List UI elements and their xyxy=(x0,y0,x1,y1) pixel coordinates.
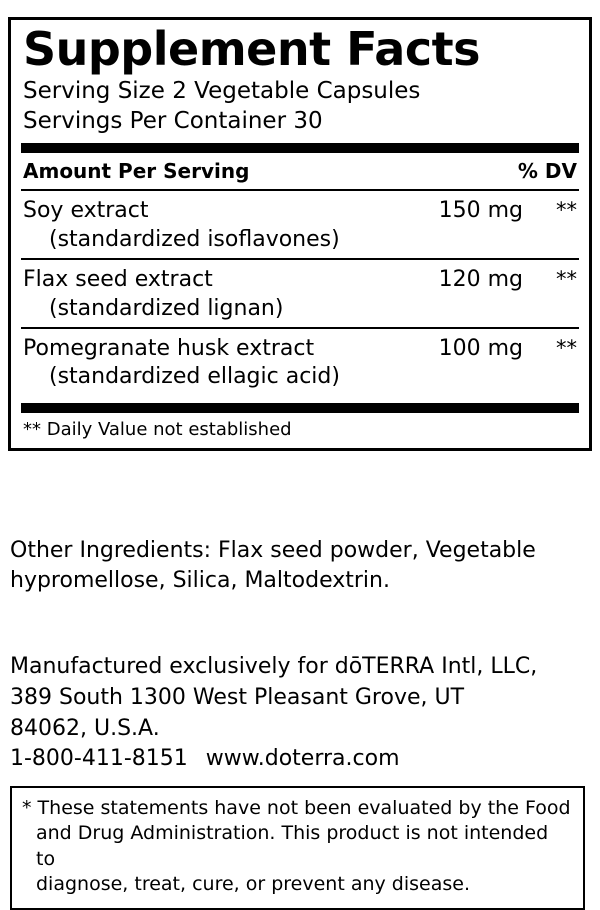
nutrient-name: Flax seed extract xyxy=(23,267,213,293)
nutrient-daily-value: ** xyxy=(556,336,577,361)
nutrient-name: Soy extract xyxy=(23,198,149,224)
nutrient-daily-value: ** xyxy=(556,267,577,292)
divider-thick-top xyxy=(21,143,579,153)
nutrient-row xyxy=(21,260,579,327)
other-ingredients-line-2: hypromellose, Silica, Maltodextrin. xyxy=(10,568,390,594)
contact-line xyxy=(10,744,590,775)
disclaimer-line-1: * These statements have not been evaluated by the Food xyxy=(22,797,571,819)
servings-per-container-line: Servings Per Container 30 xyxy=(23,108,323,135)
disclaimer-line-2: and Drug Administration. This product is not intended to xyxy=(36,822,549,870)
amount-per-serving-header-row xyxy=(21,153,579,189)
manufacturer-block xyxy=(10,652,590,775)
supplement-facts-panel xyxy=(8,17,592,451)
nutrient-name: Pomegranate husk extract xyxy=(23,336,315,362)
manufacturer-line-2: 389 South 1300 West Pleasant Grove, UT xyxy=(10,684,465,710)
manufacturer-line-3: 84062, U.S.A. xyxy=(10,715,160,741)
nutrient-subtext: (standardized ellagic acid) xyxy=(49,364,340,390)
nutrient-row xyxy=(21,329,579,396)
amount-per-serving-label: Amount Per Serving xyxy=(23,159,250,184)
nutrient-amount: 120 mg xyxy=(438,267,523,293)
nutrient-amount: 150 mg xyxy=(438,198,523,224)
other-ingredients-block xyxy=(10,536,590,597)
nutrient-row xyxy=(21,191,579,258)
nutrient-subtext: (standardized lignan) xyxy=(49,295,284,321)
other-ingredients-line-1: Other Ingredients: Flax seed powder, Vegetable xyxy=(10,538,536,563)
fda-disclaimer-box xyxy=(10,786,585,910)
disclaimer-line-3: diagnose, treat, cure, or prevent any disease. xyxy=(36,873,470,896)
daily-value-label: % DV xyxy=(517,159,577,184)
phone-number: 1-800-411-8151 xyxy=(10,746,188,772)
nutrient-subtext: (standardized isoflavones) xyxy=(49,226,340,252)
nutrient-daily-value: ** xyxy=(556,198,577,223)
website-url[interactable]: www.doterra.com xyxy=(205,746,400,772)
daily-value-footnote: ** Daily Value not established xyxy=(23,418,292,440)
serving-size-line: Serving Size 2 Vegetable Capsules xyxy=(23,77,421,104)
nutrient-amount: 100 mg xyxy=(438,336,523,362)
panel-title: Supplement Facts xyxy=(23,22,480,76)
manufacturer-line-1: Manufactured exclusively for dōTERRA Intl, LLC, xyxy=(10,654,538,679)
divider-thick-bottom xyxy=(21,403,579,413)
